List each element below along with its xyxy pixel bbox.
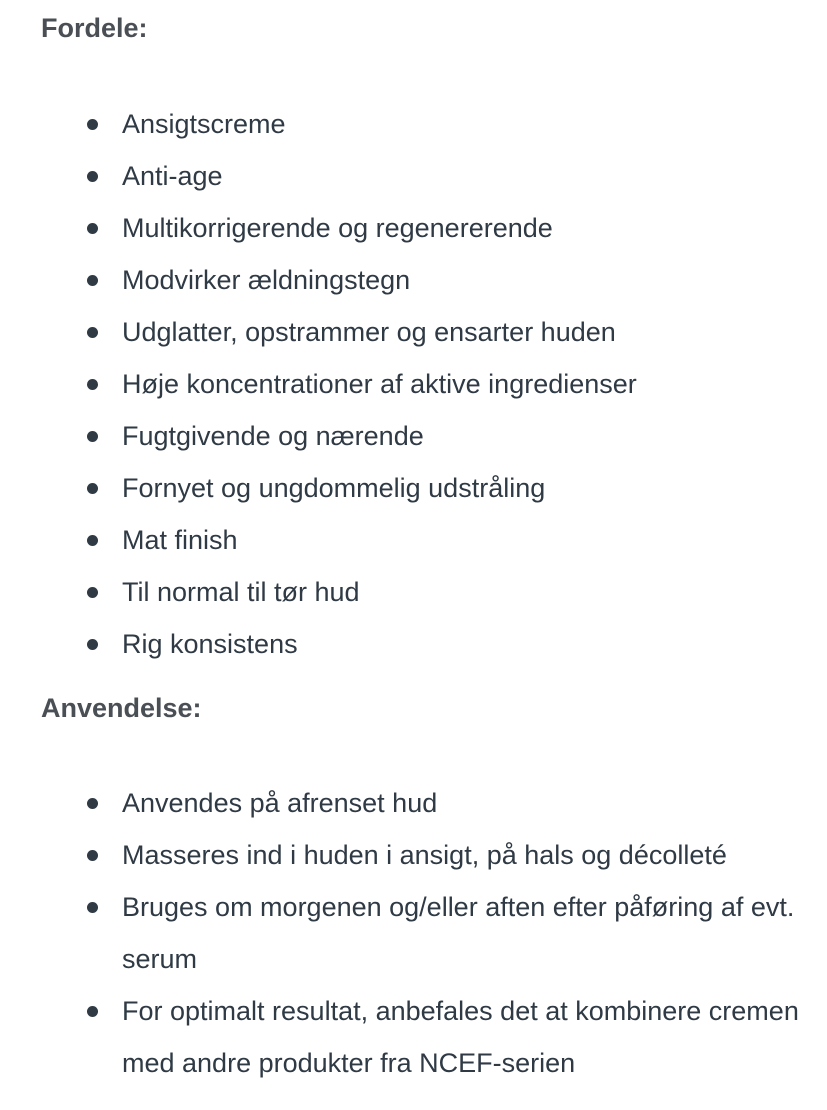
bullet-icon	[87, 902, 98, 913]
benefits-list-item	[0, 98, 827, 150]
bullet-icon	[87, 431, 98, 442]
benefits-list-item	[0, 306, 827, 358]
bullet-icon	[87, 171, 98, 182]
bullet-icon	[87, 223, 98, 234]
bullet-icon	[87, 119, 98, 130]
benefits-heading: Fordele:	[41, 13, 148, 43]
benefits-list-item	[0, 618, 827, 670]
bullet-icon	[87, 275, 98, 286]
bullet-icon	[87, 535, 98, 546]
usage-list-item	[0, 881, 827, 985]
list-item-text: Ansigtscreme	[122, 109, 286, 139]
list-item-text: Høje koncentrationer af aktive ingredienser	[122, 369, 637, 399]
usage-list	[0, 777, 827, 1089]
usage-list-item	[0, 985, 827, 1089]
list-item-text: Rig konsistens	[122, 629, 298, 659]
list-item-text: Masseres ind i huden i ansigt, på hals og décolleté	[122, 840, 727, 870]
bullet-icon	[87, 1006, 98, 1017]
bullet-icon	[87, 639, 98, 650]
benefits-list-item	[0, 150, 827, 202]
list-item-text: Til normal til tør hud	[122, 577, 360, 607]
benefits-list-item	[0, 358, 827, 410]
list-item-text: Fugtgivende og nærende	[122, 421, 424, 451]
benefits-list-item	[0, 254, 827, 306]
benefits-list-item	[0, 514, 827, 566]
benefits-list	[0, 98, 827, 670]
bullet-icon	[87, 850, 98, 861]
bullet-icon	[87, 798, 98, 809]
benefits-list-item	[0, 410, 827, 462]
bullet-icon	[87, 379, 98, 390]
benefits-list-item	[0, 566, 827, 618]
usage-list-item	[0, 829, 827, 881]
bullet-icon	[87, 483, 98, 494]
list-item-text: Modvirker ældningstegn	[122, 265, 411, 295]
bullet-icon	[87, 327, 98, 338]
list-item-text: Bruges om morgenen og/eller aften efter påføring af evt. serum	[122, 892, 795, 974]
usage-heading: Anvendelse:	[41, 693, 202, 723]
list-item-text: Fornyet og ungdommelig udstråling	[122, 473, 546, 503]
benefits-list-item	[0, 462, 827, 514]
benefits-list-item	[0, 202, 827, 254]
list-item-text: Udglatter, opstrammer og ensarter huden	[122, 317, 616, 347]
list-item-text: Anvendes på afrenset hud	[122, 788, 438, 818]
list-item-text: Anti-age	[122, 161, 223, 191]
usage-list-item	[0, 777, 827, 829]
list-item-text: For optimalt resultat, anbefales det at kombinere cremen med andre produkter fra NCEF-serien	[122, 996, 799, 1078]
bullet-icon	[87, 587, 98, 598]
list-item-text: Mat finish	[122, 525, 238, 555]
list-item-text: Multikorrigerende og regenererende	[122, 213, 553, 243]
